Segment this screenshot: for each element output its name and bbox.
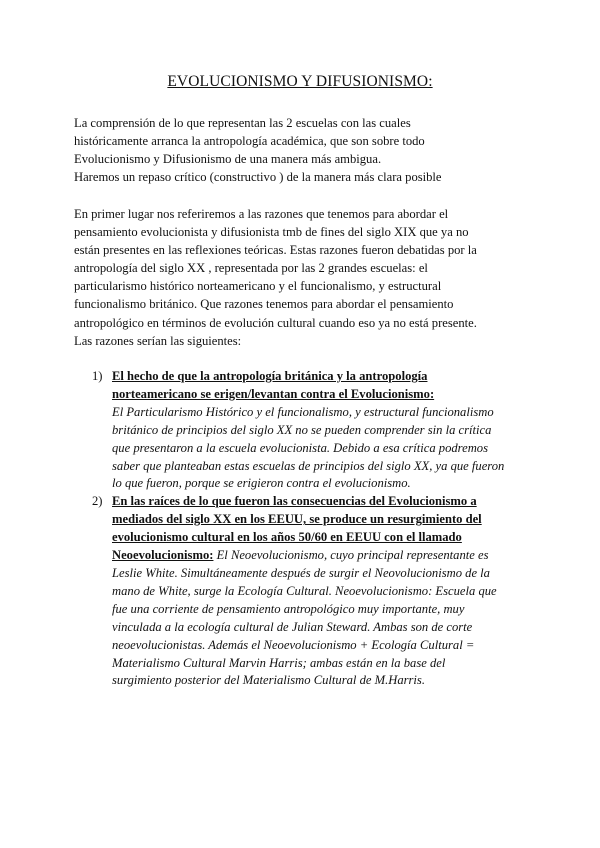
list-item-heading: En las raíces de lo que fueron las consecuencias del Evolucionismo a <box>112 494 477 509</box>
list-item-heading: El hecho de que la antropología británica y la antropología <box>112 369 428 383</box>
text-line: Evolucionismo y Difusionismo de una manera más ambigua. <box>74 152 382 167</box>
list-item-body: vinculada a la ecología cultural de Julian Steward. Ambas son de corte <box>112 619 473 634</box>
list-item-body: El Neoevolucionismo, cuyo principal representante es <box>213 548 489 563</box>
list-item-heading: mediados del siglo XX en los EEUU, se produce un resurgimiento del <box>112 512 482 527</box>
list-item-body: fue una corriente de pensamiento antropológico muy importante, muy <box>112 601 465 616</box>
page-title: EVOLUCIONISMO Y DIFUSIONISMO: <box>167 73 433 90</box>
body-paragraph <box>74 205 534 350</box>
list-item-body: mano de White, surge la Ecología Cultural. Neoevolucionismo: Escuela que <box>112 583 497 598</box>
text-line: funcionalismo británico. Que razones tenemos para abordar el pensamiento <box>74 297 454 312</box>
list-item-number: 1) <box>92 369 103 383</box>
list-item-body: lo que fueron, porque se erigieron contra el evolucionismo. <box>112 476 411 491</box>
text-line: En primer lugar nos referiremos a las razones que tenemos para abordar el <box>74 207 449 221</box>
list-item <box>92 368 532 493</box>
list-item-body: El Particularismo Histórico y el funcionalismo, y estructural funcionalismo <box>112 404 494 419</box>
intro-paragraph <box>74 114 534 186</box>
list-item-mixed-line <box>112 547 532 565</box>
text-line: Haremos un repaso crítico (constructivo ) de la manera más clara posible <box>74 170 442 185</box>
list-item-body: Materialismo Cultural Marvin Harris; ambas están en la base del <box>112 655 446 670</box>
list-item-body: surgimiento posterior del Materialismo Cultural de M.Harris. <box>112 673 425 688</box>
text-line: antropológico en términos de evolución cultural cuando eso ya no está presente. <box>74 315 477 330</box>
list-item-heading: Neoevolucionismo: <box>112 548 214 563</box>
list-item-body: británico de principios del siglo XX no se pueden comprender sin la crítica <box>112 422 492 437</box>
list-item <box>92 493 532 690</box>
list-item-body: neoevolucionistas. Además el Neoevolucionismo + Ecología Cultural = <box>112 637 475 652</box>
text-line: históricamente arranca la antropología académica, que son sobre todo <box>74 134 425 149</box>
text-line: pensamiento evolucionista y difusionista tmb de fines del siglo XIX que ya no <box>74 225 469 240</box>
text-line: están presentes en las reflexiones teóricas. Estas razones fueron debatidas por la <box>74 243 477 258</box>
list-item-body: saber que planteaban estas escuelas de principios del siglo XX, ya que fueron <box>112 458 505 473</box>
reasons-list <box>92 368 532 690</box>
text-line: antropología del siglo XX , representada por las 2 grandes escuelas: el <box>74 261 428 276</box>
list-item-number: 2) <box>92 494 103 509</box>
text-line: particularismo histórico norteamericano y el funcionalismo, y estructural <box>74 279 442 294</box>
list-item-body: que presentaron a la escuela evolucionista. Debido a esa crítica podremos <box>112 440 488 455</box>
text-line: Las razones serían las siguientes: <box>74 333 242 348</box>
text-line: La comprensión de lo que representan las 2 escuelas con las cuales <box>74 116 411 130</box>
list-item-heading: evolucionismo cultural en los años 50/60 en EEUU con el llamado <box>112 530 462 545</box>
list-item-body: Leslie White. Simultáneamente después de surgir el Neovolucionismo de la <box>112 565 490 580</box>
list-item-heading: norteamericano se erigen/levantan contra el Evolucionismo: <box>112 386 435 401</box>
